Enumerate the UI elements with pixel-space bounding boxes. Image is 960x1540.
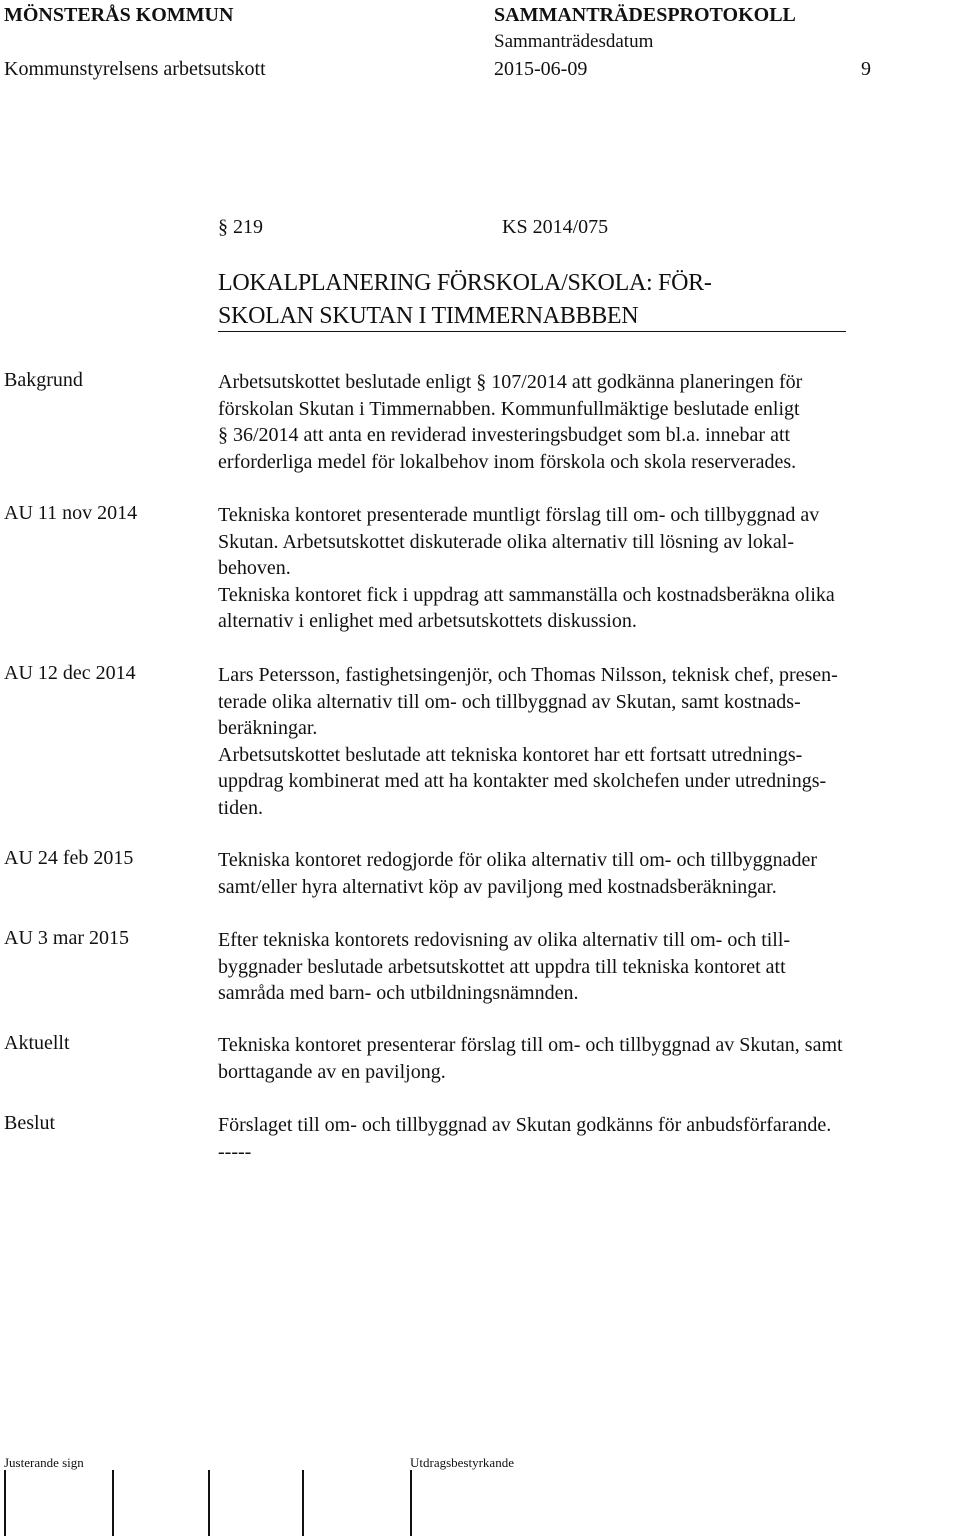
section-label-au-12-dec-2014: AU 12 dec 2014 [4, 662, 136, 684]
committee-name: Kommunstyrelsens arbetsutskott [4, 58, 266, 80]
page-number: 9 [861, 58, 871, 80]
sign-label: Justerande sign [4, 1455, 84, 1470]
meeting-date-label: Sammanträdesdatum [494, 31, 654, 52]
section-text-beslut: Förslaget till om- och tillbyggnad av Skutan godkänns för anbudsförfarande. ----- [218, 1114, 832, 1163]
signature-box-divider [112, 1470, 114, 1536]
item-title-line-2: SKOLAN SKUTAN I TIMMERNABBBEN [218, 303, 639, 329]
section-label-aktuellt: Aktuellt [4, 1032, 70, 1054]
title-underline [218, 331, 846, 332]
paragraph-number: § 219 [218, 216, 263, 238]
section-text-au-24-feb-2015: Tekniska kontoret redogjorde för olika alternativ till om- och tillbyggnader samt/eller hyra alternativt köp av paviljong med kostnadsberäkningar. [218, 849, 817, 898]
section-text-aktuellt: Tekniska kontoret presenterar förslag till om- och tillbyggnad av Skutan, samt borttagande av en paviljong. [218, 1034, 843, 1083]
signature-box-divider [302, 1470, 304, 1536]
section-text-au-12-dec-2014: Lars Petersson, fastighetsingenjör, och Thomas Nilsson, teknisk chef, presen- terade olika alternativ till om- och tillbyggnad av Skutan, samt kostnads- beräkningar. Arbetsutskottet beslutade att tekniska kontoret har ett fortsatt utrednings- uppdrag kombinerat med att ha kontakter med skolchefen under utrednings- tiden. [218, 664, 838, 819]
section-text-au-3-mar-2015: Efter tekniska kontorets redovisning av olika alternativ till om- och till- byggnader beslutade arbetsutskottet att uppdra till tekniska kontoret att samråda med barn- och utbildningsnämnden. [218, 929, 791, 1004]
case-number: KS 2014/075 [502, 216, 609, 238]
section-label-au-24-feb-2015: AU 24 feb 2015 [4, 847, 134, 869]
section-label-au-3-mar-2015: AU 3 mar 2015 [4, 927, 129, 949]
signature-box-divider [4, 1470, 6, 1536]
section-label-beslut: Beslut [4, 1112, 56, 1134]
extract-label: Utdragsbestyrkande [410, 1455, 514, 1470]
section-label-bakgrund: Bakgrund [4, 369, 83, 391]
municipality-name: MÖNSTERÅS KOMMUN [4, 4, 234, 26]
item-title-line-1: LOKALPLANERING FÖRSKOLA/SKOLA: FÖR- [218, 270, 712, 296]
section-label-au-11-nov-2014: AU 11 nov 2014 [4, 502, 138, 524]
section-text-bakgrund: Arbetsutskottet beslutade enligt § 107/2014 att godkänna planeringen för förskolan Skutan i Timmernabben. Kommunfullmäktige beslutade enligt § 36/2014 att anta en reviderad investeringsbudget som bl.a. innebar att erforderliga medel för lokalbehov inom förskola och skola reserverades. [218, 371, 803, 473]
signature-box-divider [410, 1470, 412, 1536]
protocol-title: SAMMANTRÄDESPROTOKOLL [494, 4, 796, 26]
section-text-au-11-nov-2014: Tekniska kontoret presenterade muntligt förslag till om- och tillbyggnad av Skutan. Arbetsutskottet diskuterade olika alternativ till lösning av lokal- behoven. Tekniska kontoret fick i uppdrag att sammanställa och kostnadsberäkna olika alternativ i enlighet med arbetsutskottets diskussion. [218, 504, 835, 632]
meeting-date: 2015-06-09 [494, 58, 588, 80]
signature-box-divider [208, 1470, 210, 1536]
